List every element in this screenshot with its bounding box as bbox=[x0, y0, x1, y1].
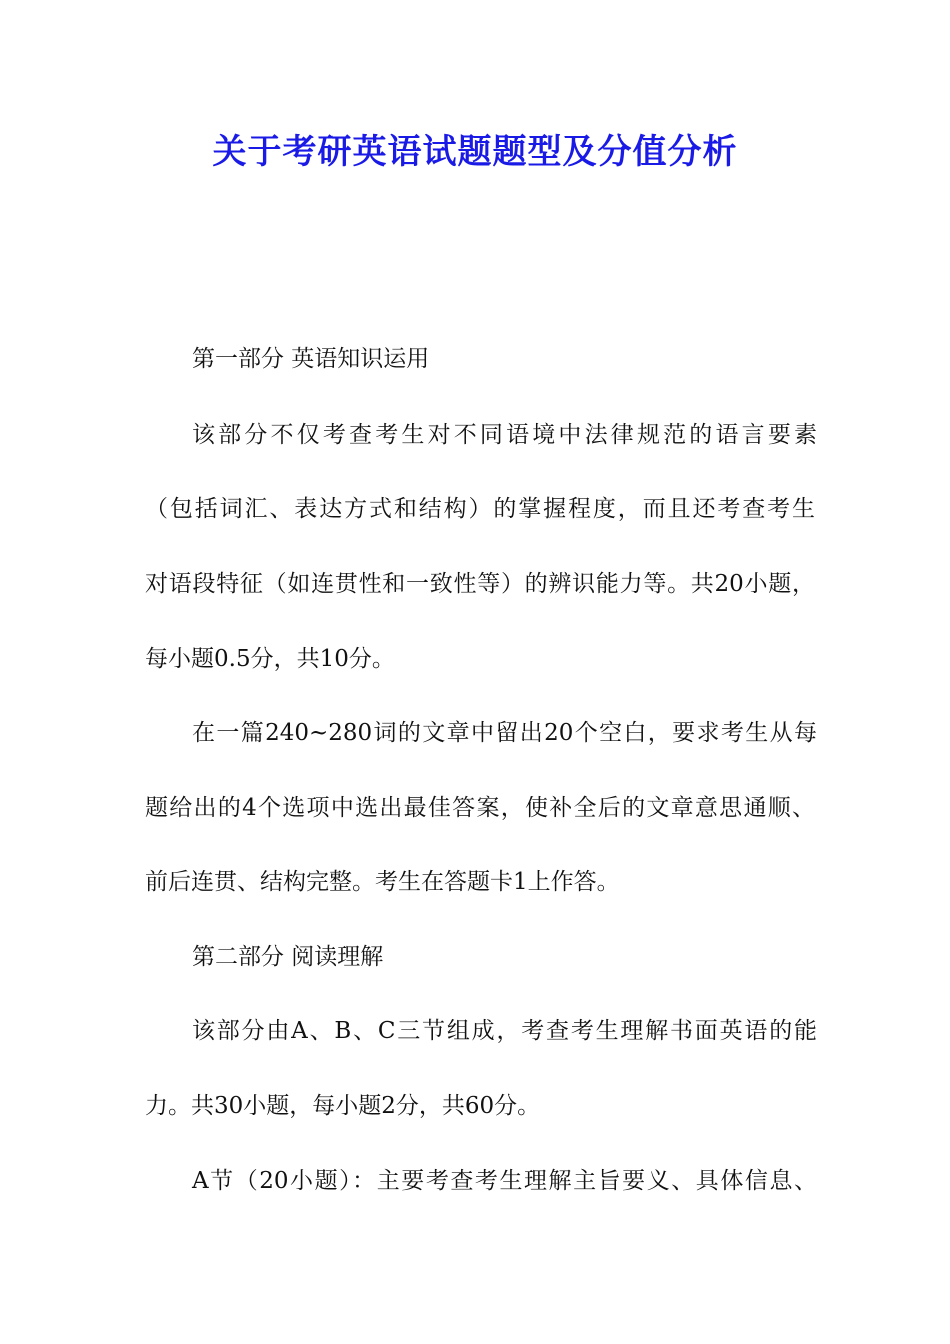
paragraph-line: 力。共30小题，每小题2分，共60分。 bbox=[145, 1093, 541, 1119]
section-heading-part-one: 第一部分 英语知识运用 bbox=[192, 346, 430, 372]
paragraph-line: 该部分由A、B、C三节组成，考查考生理解书面英语的能 bbox=[192, 1018, 817, 1044]
document-title: 关于考研英语试题题型及分值分析 bbox=[212, 132, 738, 172]
paragraph-line: 对语段特征（如连贯性和一致性等）的辨识能力等。共20小题， bbox=[145, 571, 815, 597]
paragraph-line: 该部分不仅考查考生对不同语境中法律规范的语言要素 bbox=[192, 422, 817, 448]
section-heading-part-two: 第二部分 阅读理解 bbox=[192, 944, 384, 970]
paragraph-line: 在一篇240~280词的文章中留出20个空白，要求考生从每 bbox=[192, 720, 817, 746]
paragraph-line: （包括词汇、表达方式和结构）的掌握程度，而且还考查考生 bbox=[145, 496, 815, 522]
paragraph-line: A节（20小题）：主要考查考生理解主旨要义、具体信息、 bbox=[192, 1168, 817, 1194]
paragraph-line: 前后连贯、结构完整。考生在答题卡1上作答。 bbox=[145, 869, 620, 895]
paragraph-line: 每小题0.5分，共10分。 bbox=[145, 646, 395, 672]
paragraph-line: 题给出的4个选项中选出最佳答案，使补全后的文章意思通顺、 bbox=[145, 795, 815, 821]
